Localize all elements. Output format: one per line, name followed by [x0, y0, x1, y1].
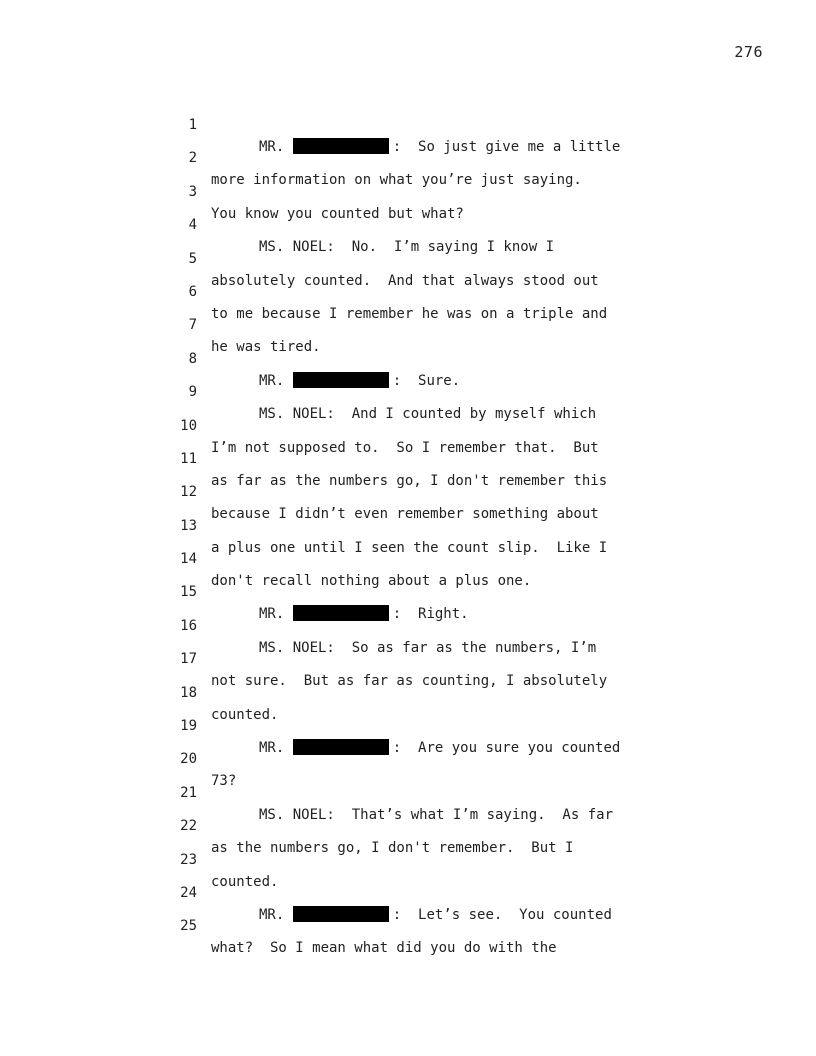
line-content: No. I’m saying I know I — [334, 239, 555, 256]
page-number: 276 — [734, 43, 763, 61]
transcript-line — [0, 593, 816, 656]
speaker-label: MR. — [259, 139, 285, 155]
line-number: 3 — [188, 183, 197, 200]
line-number: 24 — [180, 884, 197, 901]
transcript-line — [0, 326, 816, 389]
line-content: : Right. — [392, 606, 469, 623]
transcript-body — [0, 92, 816, 957]
line-text: not sure. But as far as counting, I absolutely — [211, 673, 608, 690]
line-number: 19 — [180, 718, 197, 735]
transcript-line — [0, 359, 816, 423]
transcript-line — [0, 827, 816, 890]
transcript-line — [0, 693, 816, 757]
speaker-label: MR. — [259, 372, 285, 389]
line-text: as the numbers go, I don't remember. But I — [211, 840, 574, 857]
line-number: 1 — [188, 117, 197, 133]
line-text: what? So I mean what did you do with the — [211, 940, 557, 957]
speaker-label: MR. — [259, 906, 285, 923]
transcript-line — [0, 292, 816, 356]
line-text: absolutely counted. And that always stood out — [211, 272, 599, 289]
transcript-line — [0, 393, 816, 456]
transcript-line — [0, 159, 816, 222]
line-text: he was tired. — [211, 339, 321, 356]
speaker-label: MS. NOEL: — [259, 639, 335, 656]
line-number: 5 — [188, 250, 197, 267]
transcript-line — [0, 893, 816, 957]
line-number: 15 — [180, 584, 197, 601]
transcript-line — [0, 726, 816, 790]
line-number: 10 — [180, 417, 197, 434]
line-content: : Are you sure you counted — [392, 740, 621, 757]
line-text: a plus one until I seen the count slip. Like I — [211, 539, 608, 556]
transcript-line — [0, 660, 816, 723]
line-text: 73? — [211, 773, 237, 790]
line-text: counted. — [211, 706, 279, 723]
line-text: as far as the numbers go, I don't remember this — [211, 472, 608, 489]
line-number: 23 — [180, 851, 197, 868]
speaker-label: MS. NOEL: — [259, 406, 335, 423]
transcript-line — [0, 192, 816, 256]
line-number: 6 — [188, 283, 197, 300]
line-number: 7 — [188, 317, 197, 334]
line-number: 18 — [180, 684, 197, 701]
line-number: 14 — [180, 551, 197, 568]
transcript-line — [0, 793, 816, 857]
line-number: 12 — [180, 484, 197, 501]
line-number: 8 — [188, 350, 197, 367]
transcript-line — [0, 426, 816, 489]
line-text: I’m not supposed to. So I remember that. But — [211, 439, 599, 456]
speaker-label: MR. — [259, 606, 285, 623]
line-content: That’s what I’m saying. As far — [334, 806, 614, 823]
speaker-label: MR. — [259, 740, 285, 757]
line-number: 4 — [188, 217, 197, 234]
transcript-line — [0, 493, 816, 556]
line-text: because I didn’t even remember something about — [211, 506, 599, 523]
speaker-label: MS. NOEL: — [259, 806, 335, 823]
line-text: You know you counted but what? — [211, 205, 464, 222]
line-number: 21 — [180, 784, 197, 801]
line-number: 11 — [180, 450, 197, 467]
line-content: So as far as the numbers, I’m — [334, 639, 597, 656]
line-number: 17 — [180, 651, 197, 668]
line-text: don't recall nothing about a plus one. — [211, 573, 532, 590]
transcript-line — [0, 860, 816, 923]
transcript-line — [0, 92, 816, 155]
line-number: 22 — [180, 818, 197, 835]
transcript-line — [0, 559, 816, 623]
transcript-line — [0, 459, 816, 523]
line-number: 13 — [180, 517, 197, 534]
transcript-line — [0, 626, 816, 690]
line-content: : So just give me a little — [392, 139, 621, 155]
line-content: : Sure. — [392, 372, 461, 389]
line-content: And I counted by myself which — [334, 406, 597, 423]
line-text: more information on what you’re just saying. — [211, 172, 582, 189]
line-number: 20 — [180, 751, 197, 768]
transcript-line — [0, 760, 816, 823]
line-text: to me because I remember he was on a triple and — [211, 305, 608, 322]
line-number: 9 — [188, 384, 197, 401]
line-number: 2 — [188, 150, 197, 167]
line-content: : Let’s see. You counted — [392, 906, 612, 923]
line-number: 16 — [180, 617, 197, 634]
line-number: 25 — [180, 918, 197, 935]
transcript-line — [0, 125, 816, 189]
transcript-line — [0, 226, 816, 289]
transcript-line — [0, 526, 816, 590]
line-text: counted. — [211, 873, 279, 890]
speaker-label: MS. NOEL: — [259, 239, 335, 256]
transcript-line — [0, 259, 816, 322]
